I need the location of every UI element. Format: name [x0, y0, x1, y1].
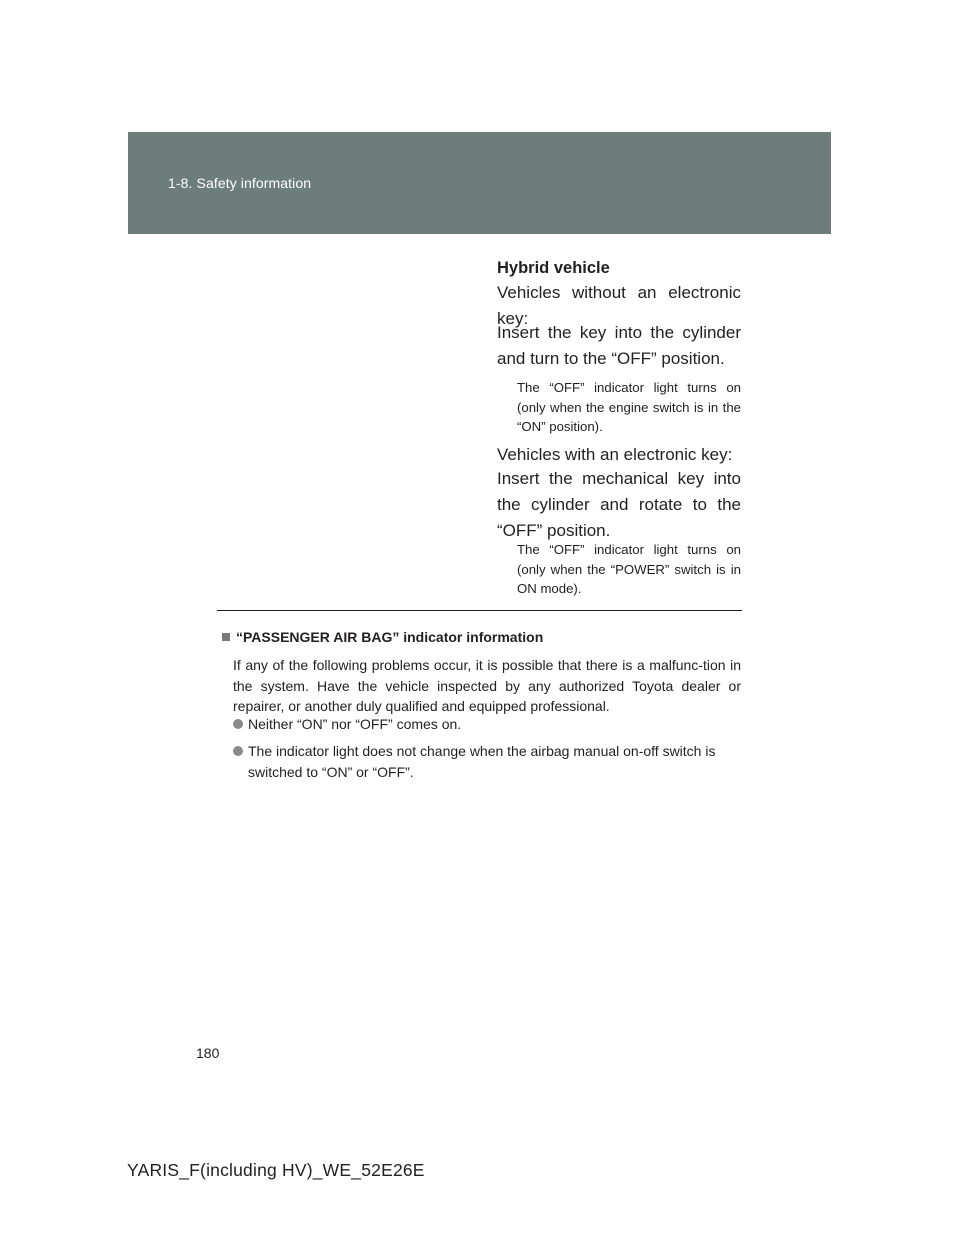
list-item	[233, 714, 741, 735]
with-key-instruction: Insert the mechanical key into the cylinder and rotate to the “OFF” position.	[497, 469, 741, 540]
note-heading	[222, 627, 543, 647]
no-key-instruction: Insert the key into the cylinder and turn to the “OFF” position.	[497, 323, 741, 368]
note-title-text: “PASSENGER AIR BAG” indicator information	[236, 629, 544, 645]
no-key-note: The “OFF” indicator light turns on (only when the engine switch is in the “ON” position).	[517, 380, 741, 434]
bullet-dot-icon	[233, 719, 243, 729]
bullet-dot-icon	[233, 746, 243, 756]
page-number: 180	[196, 1045, 220, 1061]
note-body: If any of the following problems occur, it is possible that there is a malfunc-tion in the system. Have the vehicle inspected by any authorized Toyota dealer or repairer, or another duly qualified and equipped professional.	[233, 657, 741, 714]
list-item-text: The indicator light does not change when the airbag manual on-off switch is switched to “ON” or “OFF”.	[248, 743, 716, 780]
with-key-label: Vehicles with an electronic key:	[497, 445, 733, 464]
section-header	[128, 132, 831, 234]
list-item-text: Neither “ON” nor “OFF” comes on.	[248, 716, 462, 732]
document-footer: YARIS_F(including HV)_WE_52E26E	[127, 1160, 425, 1180]
no-key-label: Vehicles without an electronic key:	[497, 283, 741, 328]
section-divider	[217, 610, 742, 611]
with-key-note: The “OFF” indicator light turns on (only when the “POWER” switch is in ON mode).	[517, 542, 741, 596]
hybrid-vehicle-heading: Hybrid vehicle	[497, 259, 610, 277]
square-bullet-icon	[222, 633, 230, 641]
list-item	[233, 741, 741, 782]
section-title: 1-8. Safety information	[168, 175, 312, 191]
